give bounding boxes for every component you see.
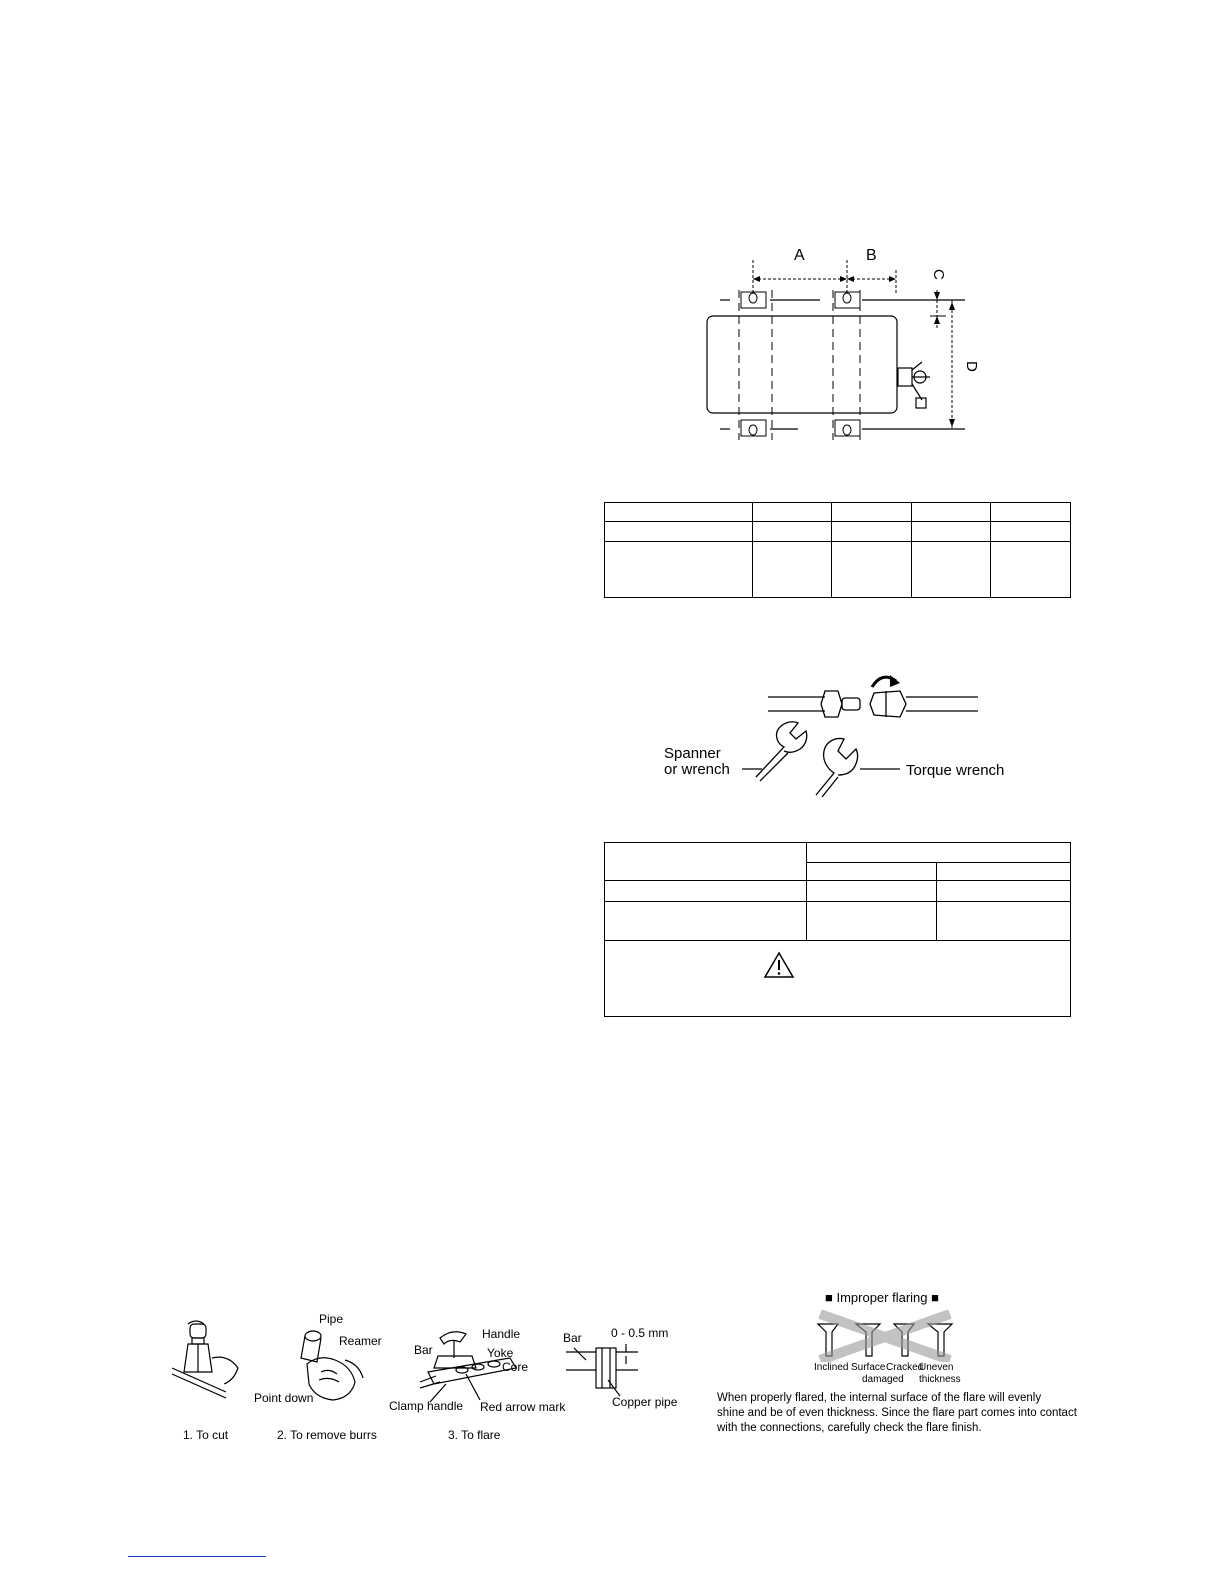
table-cell [806,881,937,902]
flare-red-arrow-label: Red arrow mark [480,1400,566,1414]
mounting-dimension-table [604,502,1071,598]
label-d: D [963,361,980,372]
burrs-caption: 2. To remove burrs [277,1428,377,1442]
table-cell [990,522,1070,542]
table-cell [832,522,911,542]
unit-body [707,316,897,413]
service-valve [898,362,930,408]
flare-core-label: Core [502,1360,529,1374]
table-cell [605,843,807,881]
improper-flaring-title: ■ Improper flaring ■ [825,1290,939,1305]
flare-note-line2: shine and be of even thickness. Since the flare part comes into contact [717,1407,1077,1419]
flare-clamp-handle-label: Clamp handle [389,1399,464,1413]
table-cell [806,863,937,881]
table-cell [911,542,990,598]
table-cell [605,522,753,542]
flare-note-line3: with the connections, carefully check the flare finish. [717,1422,982,1434]
spanner-label-line1: Spanner [664,745,721,762]
improper-uneven-label: Uneven [919,1362,954,1373]
burrs-pipe-label: Pipe [319,1312,344,1326]
table-cell [911,503,990,522]
mounting-dimension-diagram [690,240,990,450]
gauge-copper-pipe-label: Copper pipe [612,1395,678,1409]
improper-damaged-label: damaged [862,1374,904,1385]
table-cell [832,542,911,598]
flare-gauge-figure [560,1340,650,1400]
improper-inclined-label: Inclined [814,1362,849,1373]
burrs-point-down-label: Point down [254,1391,314,1405]
flare-bar-label: Bar [414,1343,433,1357]
label-a: A [794,247,805,264]
pipe-connection-diagram [660,665,1020,800]
flare-caption: 3. To flare [448,1428,501,1442]
improper-surface-label: Surface [851,1362,886,1373]
cut-caption: 1. To cut [183,1428,229,1442]
table-cell [990,542,1070,598]
spanner-label-line2: or wrench [664,761,730,778]
torque-wrench-icon [816,739,858,798]
table-cell [605,881,807,902]
table-cell [605,902,807,941]
table-cell [605,542,753,598]
label-b: B [866,247,877,264]
flare-handle-label: Handle [482,1327,521,1341]
table-cell [937,902,1071,941]
table-cell [753,542,832,598]
label-c: C [930,269,947,280]
table-cell [605,503,753,522]
table-cell [753,522,832,542]
caution-cell [605,941,1071,1017]
footer-rule [128,1556,266,1557]
warning-icon [763,951,795,979]
burrs-reamer-label: Reamer [339,1334,382,1348]
gauge-dimension-label: 0 - 0.5 mm [611,1326,669,1340]
torque-table [604,842,1071,1017]
torque-wrench-label: Torque wrench [906,762,1005,779]
table-cell [911,522,990,542]
table-cell [832,503,911,522]
table-cell [753,503,832,522]
table-cell [937,863,1071,881]
gauge-bar-label: Bar [563,1331,582,1345]
pipe-cutter-figure [168,1318,248,1400]
flare-note-line1: When properly flared, the internal surface of the flare will evenly [717,1392,1042,1404]
improper-flaring-figure [810,1310,960,1362]
table-cell [990,503,1070,522]
table-cell [806,843,1070,863]
improper-thickness-label: thickness [919,1374,961,1385]
improper-cracked-label: Cracked [886,1362,924,1373]
spanner-icon [756,722,807,781]
table-cell [937,881,1071,902]
flare-yoke-label: Yoke [487,1346,514,1360]
table-cell [806,902,937,941]
